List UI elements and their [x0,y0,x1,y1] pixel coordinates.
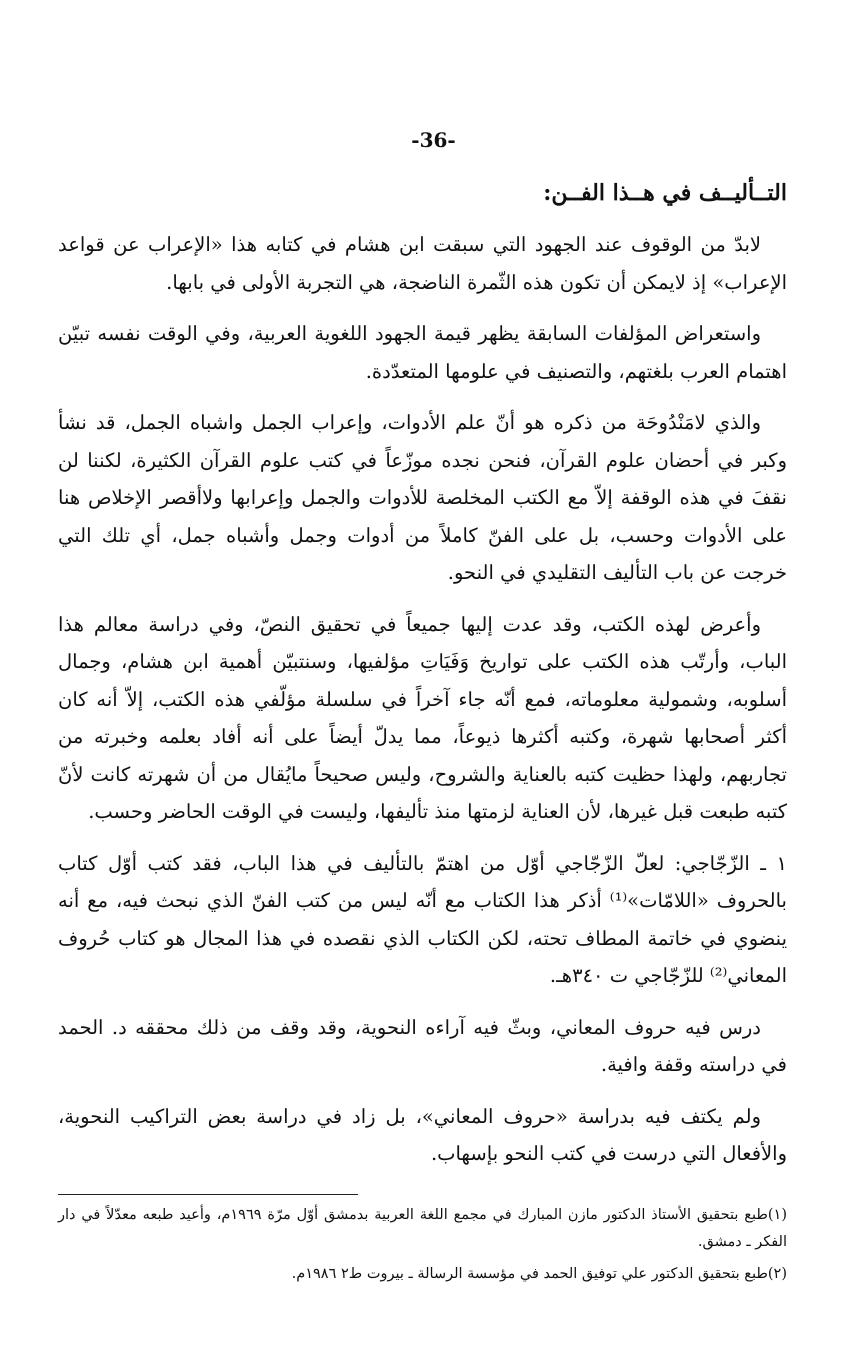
footnote-divider [58,1194,358,1195]
paragraph: وأعرض لهذه الكتب، وقد عدت إليها جميعاً في تحقيق النصّ، وفي دراسة معالم هذا الباب، وأرتّب هذه الكتب على تواريخ وَفَيَاتِ مؤلفيها، وسنتبيّن أهمية ابن هشام، وجمال أسلوبه، وشمولية معلوماته، فمع أنّه جاء آخراً في سلسلة مؤلّفي هذه الكتب، إلاّ أنه كان أكثر أصحابها شهرة، وكتبه أكثرها ذيوعاً، مما يدلّ أيضاً على أنه أفاد بعلمه وخبرته من تجاربهم، ولهذا حظيت كتبه بالعناية والشروح، وليس صحيحاً مايُقال من أن شهرته كانت لأنّ كتبه طبعت قبل غيرها، لأن العناية لزمتها منذ تأليفها، وليست في الوقت الحاضر وحسب. [58,612,787,823]
page-number: -36- [411,128,456,152]
paragraph: واستعراض المؤلفات السابقة يظهر قيمة الجهود اللغوية العربية، وفي الوقت نفسه تبيّن اهتمام العرب بلغتهم، والتصنيف في علومها المتعدّدة. [58,322,787,383]
section-heading: التــأليــف في هــذا الفــن: [543,180,787,206]
footnote-1: (١)طبع بتحقيق الأستاذ الدكتور مازن المبارك في مجمع اللغة العربية بدمشق أوّل مرّة ١٩٦٩م، وأعيد طبعه معدّلاً في دار الفكر ـ دمشق. [58,1207,787,1250]
paragraph: لابدّ من الوقوف عند الجهود التي سبقت ابن هشام في كتابه هذا «الإعراب عن قواعد الإعراب» إذ لايمكن أن تكون هذه الثّمرة الناضجة، هي التجربة الأولى في بابها. [58,233,787,294]
body-text [58,226,787,1187]
paragraph: ولم يكتف فيه بدراسة «حروف المعاني»، بل زاد في دراسة بعض التراكيب النحوية، والأفعال التي درست في كتب النحو بإسهاب. [58,1104,787,1165]
paragraph: والذي لامَنْدُوحَة من ذكره هو أنّ علم الأدوات، وإعراب الجمل واشباه الجمل، قد نشأ وكبر في أحضان علوم القرآن، فنحن نجده موزّعاً في كتب علوم القرآن الكثيرة، لكننا لن نقفَ في هذه الوقفة إلاّ مع الكتب المخلصة للأدوات والجمل وإعرابها ولاأقصر الإخلاص هنا على الأدوات وحسب، بل على الفنّ كاملاً من أدوات وجمل وأشباه جمل، أي تلك التي خرجت عن باب التأليف التقليدي في النحو. [58,411,787,584]
paragraph-numbered: ١ ـ الزّجّاجي: لعلّ الزّجّاجي أوّل من اهتمّ بالتأليف في هذا الباب، فقد كتب أوّل كتاب بالحروف «اللامّات»⁽¹⁾ أذكر هذا الكتاب مع أنّه ليس من كتب الفنّ الذي نبحث فيه، مع أنه ينضوي في خاتمة المطاف تحته، لكن الكتاب الذي نقصده في هذا المجال هو كتاب حُروف المعاني⁽²⁾ للزّجّاجي ت ٣٤٠هـ. [58,851,787,987]
footnotes [58,1202,787,1293]
footnote-2: (٢)طبع بتحقيق الدكتور علي توفيق الحمد في مؤسسة الرسالة ـ بيروت ط٢ ١٩٨٦م. [291,1266,787,1282]
paragraph: درس فيه حروف المعاني، وبثّ فيه آراءه النحوية، وقد وقف من ذلك محققه د. الحمد في دراسته وقفة وافية. [58,1015,787,1076]
